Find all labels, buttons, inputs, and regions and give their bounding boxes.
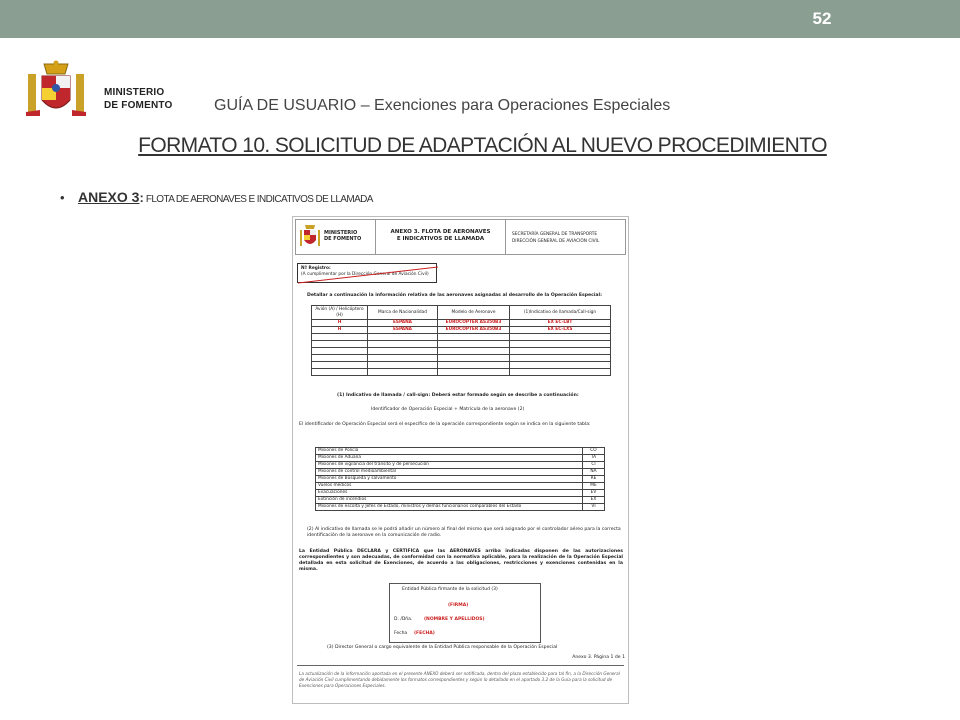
form-secretaria xyxy=(506,220,625,254)
fleet-cell xyxy=(510,348,611,355)
mission-name: Misiones de Policía xyxy=(316,448,583,455)
signature-heading: Entidad Pública firmante de la solicitud (3) xyxy=(402,587,498,592)
fleet-col-type: Avión (A) / Helicóptero (H) xyxy=(312,306,368,320)
fleet-row xyxy=(312,348,611,355)
form-page-label: Anexo 3. Página 1 de 1 xyxy=(572,655,625,660)
page-number: 52 xyxy=(804,0,840,38)
annex-bullet xyxy=(60,189,373,205)
signature-firma: (FIRMA) xyxy=(448,603,469,608)
note-2: (2) Al indicativo de llamada se le podrá añadir un número al final del mismo que será asignado por el controlador aéreo para la correcta identificación de la aeronave en la comunicación de radio. xyxy=(307,527,621,538)
fleet-cell: EX EC-LXS xyxy=(510,327,611,334)
missions-table xyxy=(315,447,605,511)
signature-date-value: (FECHA) xyxy=(414,631,435,636)
mission-row xyxy=(316,504,605,511)
form-footer-note: La actualización de la información aportada en el presente ANEXO deberá ser notificada, dentro del plazo establecido para tal fin, a la Dirección General de Aviación Civil cumplimentando debidamente los formatos correspondientes y según lo detallado en el apartado 3.2 de la Guía para la solicitud de Exenciones para Operaciones Especiales. xyxy=(299,671,620,688)
fleet-cell xyxy=(510,362,611,369)
form-header-logo xyxy=(296,220,376,254)
mission-row xyxy=(316,483,605,490)
fleet-table xyxy=(311,305,611,376)
fleet-cell: H xyxy=(312,327,368,334)
form-ministry-line2: DE FOMENTO xyxy=(324,236,362,242)
signature-name-value: (NOMBRE Y APELLIDOS) xyxy=(424,617,485,622)
form-annex-title-line2: E INDICATIVOS DE LLAMADA xyxy=(396,236,485,242)
mission-name: Misiones de Búsqueda y salvamento xyxy=(316,476,583,483)
fleet-cell xyxy=(438,355,510,362)
mission-code: EV xyxy=(583,490,605,497)
ministry-name xyxy=(104,86,172,112)
fleet-cell xyxy=(368,348,438,355)
fleet-row xyxy=(312,320,611,327)
annex-label: ANEXO 3 xyxy=(78,189,140,205)
ministry-line2: DE FOMENTO xyxy=(104,100,173,111)
fleet-cell xyxy=(438,341,510,348)
mission-row xyxy=(316,497,605,504)
fleet-row xyxy=(312,334,611,341)
registration-note: (A cumplimentar por la Dirección General de Aviación Civil) xyxy=(301,272,429,277)
guide-subtitle: GUÍA DE USUARIO – Exenciones para Operaciones Especiales xyxy=(214,97,671,114)
fleet-cell xyxy=(510,369,611,376)
fleet-col-nationality: Marca de Nacionalidad xyxy=(368,306,438,320)
fleet-col-callsign: (1)Indicativo de llamada/Call-sign xyxy=(510,306,611,320)
mission-code: VI xyxy=(583,504,605,511)
fleet-cell xyxy=(368,334,438,341)
mission-row xyxy=(316,490,605,497)
mission-name: Vuelos médicos xyxy=(316,483,583,490)
fleet-row xyxy=(312,327,611,334)
mission-row xyxy=(316,455,605,462)
form-secretaria-line2: DIRECCIÓN GENERAL DE AVIACIÓN CIVIL xyxy=(512,239,600,244)
mission-row xyxy=(316,462,605,469)
form-ministry-line1: MINISTERIO xyxy=(324,230,358,236)
registration-box xyxy=(297,263,437,283)
annex-form-image xyxy=(292,216,629,704)
fleet-cell xyxy=(368,362,438,369)
fleet-cell xyxy=(312,334,368,341)
note-1-formula: Identificador de Operación Especial + Matrícula de la aeronave (2) xyxy=(371,407,525,412)
annex-description: FLOTA DE AERONAVES E INDICATIVOS DE LLAMADA xyxy=(145,194,373,205)
bullet-icon: • xyxy=(60,190,65,205)
fleet-cell: ESPAÑA xyxy=(368,320,438,327)
fleet-cell xyxy=(312,369,368,376)
note-3: (3) Director General o cargo equivalente de la Entidad Pública responsable de la Operación Especial xyxy=(327,645,558,650)
fleet-cell xyxy=(368,341,438,348)
fleet-cell xyxy=(510,341,611,348)
mission-code: CO xyxy=(583,448,605,455)
mission-name: Evacuaciones xyxy=(316,490,583,497)
fleet-row xyxy=(312,369,611,376)
fleet-row xyxy=(312,341,611,348)
fleet-row xyxy=(312,355,611,362)
fleet-cell: EUROCOPTER AS350B3 xyxy=(438,320,510,327)
fleet-cell xyxy=(368,355,438,362)
mission-code: TA xyxy=(583,455,605,462)
mission-name: Misiones de Aduana xyxy=(316,455,583,462)
mission-name: Misiones de vigilancia del tránsito y de persecución xyxy=(316,462,583,469)
ministry-logo xyxy=(22,60,182,122)
signature-box xyxy=(389,583,541,643)
mission-name: Extinción de incendios xyxy=(316,497,583,504)
form-header xyxy=(295,219,626,255)
annex-colon: : xyxy=(139,190,144,205)
fleet-header-row xyxy=(312,306,611,320)
fleet-row xyxy=(312,362,611,369)
fleet-cell xyxy=(438,348,510,355)
fleet-cell xyxy=(312,362,368,369)
form-ministry-name xyxy=(324,230,361,242)
fleet-cell xyxy=(312,348,368,355)
mission-code: CI xyxy=(583,462,605,469)
form-annex-title-line1: ANEXO 3. FLOTA DE AERONAVES xyxy=(390,229,491,235)
fleet-cell xyxy=(510,334,611,341)
mission-row xyxy=(316,476,605,483)
strike-through-mark xyxy=(298,264,438,284)
fleet-cell xyxy=(438,369,510,376)
form-footer-divider xyxy=(297,665,624,666)
mission-name: Misiones de escolta y Jefes de Estado, ministros y demás funcionarios comparables del Estado xyxy=(316,504,583,511)
fleet-cell: EUROCOPTER AS350B3 xyxy=(438,327,510,334)
fleet-cell xyxy=(368,369,438,376)
fleet-intro: Detallar a continuación la información relativa de las aeronaves asignadas al desarrollo de la Operación Especial: xyxy=(307,293,602,298)
fleet-cell xyxy=(438,362,510,369)
identifier-text: El identificador de Operación Especial será el específico de la operación correspondiente según se indica en la siguiente tabla: xyxy=(299,422,591,427)
signature-name-label: D. /Dña. xyxy=(394,617,413,622)
ministry-line1: MINISTERIO xyxy=(104,87,165,98)
form-annex-title xyxy=(376,220,506,254)
mission-code: NA xyxy=(583,469,605,476)
mission-name: Misiones de control medioambiental xyxy=(316,469,583,476)
fleet-cell: ESPAÑA xyxy=(368,327,438,334)
declaration-text: La Entidad Pública DECLARA y CERTIFICA que las AERONAVES arriba indicadas disponen de las autorizaciones correspondientes y son adecuadas, de conformidad con la normativa aplicable, para la realización de la Operación Especial detallada en esta solicitud de Exenciones, de acuerdo a las obligaciones, restricciones y exenciones contenidas en la misma. xyxy=(299,549,623,572)
slide-title: FORMATO 10. SOLICITUD DE ADAPTACIÓN AL NUEVO PROCEDIMIENTO xyxy=(138,134,827,157)
mission-row xyxy=(316,448,605,455)
signature-date-label: Fecha xyxy=(394,631,408,636)
fleet-cell xyxy=(510,355,611,362)
mission-row xyxy=(316,469,605,476)
fleet-col-model: Modelo de Aeronave xyxy=(438,306,510,320)
registration-label: Nº Registro: xyxy=(301,266,331,271)
fleet-cell: H xyxy=(312,320,368,327)
mission-code: RE xyxy=(583,476,605,483)
fleet-cell xyxy=(312,341,368,348)
form-secretaria-line1: SECRETARÍA GENERAL DE TRANSPORTE xyxy=(512,232,598,237)
note-1: (1) Indicativo de llamada / call-sign: Deberá estar formado según se describe a continuación: xyxy=(337,393,579,398)
mission-code: EX xyxy=(583,497,605,504)
coat-of-arms-icon xyxy=(22,60,90,122)
fleet-cell xyxy=(312,355,368,362)
mission-code: ME xyxy=(583,483,605,490)
mini-coat-of-arms-icon xyxy=(300,224,320,250)
fleet-cell xyxy=(438,334,510,341)
fleet-cell: EX EC-LBT xyxy=(510,320,611,327)
